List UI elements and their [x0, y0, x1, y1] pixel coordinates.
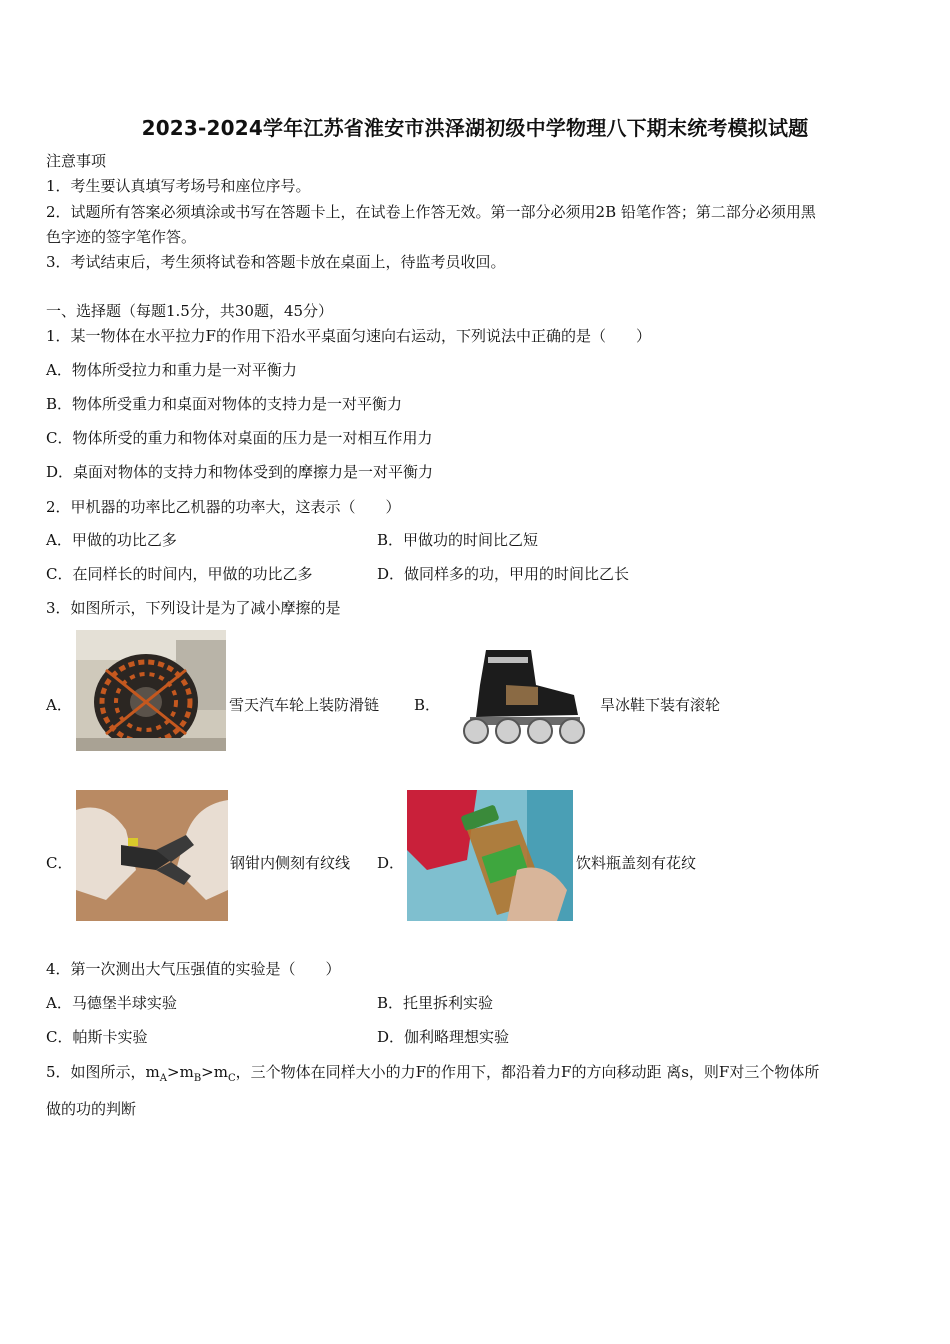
q5-gt: >m — [201, 1063, 228, 1081]
question-stem: 3．如图所示，下列设计是为了减小摩擦的是 — [46, 599, 341, 617]
q5-stem-start: 5．如图所示，m — [46, 1063, 160, 1081]
option-a-text: 雪天汽车轮上装防滑链 — [229, 696, 380, 714]
option-c: C．帕斯卡实验 — [46, 1028, 148, 1046]
option-b-letter: B． — [414, 696, 441, 714]
option-b: B．甲做功的时间比乙短 — [377, 531, 539, 549]
notice-heading: 注意事项 — [46, 152, 107, 170]
mass-subscript-b: B — [193, 1073, 202, 1084]
q5-stem-rest: ，三个物体在同样大小的力F的作用下，都沿着力F的方向移动距 离s，则F对三个物体所 — [235, 1063, 820, 1081]
option-a-letter: A． — [46, 696, 72, 714]
question-stem-continued: 做的功的判断 — [46, 1100, 137, 1118]
option-c-text: 钢钳内侧刻有纹线 — [230, 854, 351, 872]
option-a: A．甲做的功比乙多 — [46, 531, 177, 549]
notice-item: 色字迹的签字笔作答。 — [46, 228, 197, 246]
pliers-photo — [76, 790, 228, 921]
option-d: D．伽利略理想实验 — [377, 1028, 510, 1046]
option-d-text: 饮料瓶盖刻有花纹 — [576, 854, 697, 872]
notice-item: 2．试题所有答案必须填涂或书写在答题卡上，在试卷上作答无效。第一部分必须用2B 铅笔作答；第二部分必须用黑 — [46, 203, 816, 221]
snow-chain-tire-photo — [76, 630, 226, 751]
notice-item: 3．考试结束后，考生须将试卷和答题卡放在桌面上，待监考员收回。 — [46, 253, 506, 271]
option-a: A．物体所受拉力和重力是一对平衡力 — [46, 361, 297, 379]
notice-item: 1．考生要认真填写考场号和座位序号。 — [46, 177, 311, 195]
question-stem: 2．甲机器的功率比乙机器的功率大，这表示（ ） — [46, 498, 401, 516]
roller-skate-photo — [446, 645, 596, 745]
option-b: B．托里拆利实验 — [377, 994, 494, 1012]
page-title: 2023-2024学年江苏省淮安市洪泽湖初级中学物理八下期末统考模拟试题 — [141, 116, 809, 140]
option-a: A．马德堡半球实验 — [46, 994, 177, 1012]
mass-subscript-c: C — [227, 1073, 236, 1084]
section-heading: 一、选择题（每题1.5分，共30题，45分） — [46, 302, 334, 320]
option-c-letter: C． — [46, 854, 73, 872]
option-c: C．物体所受的重力和物体对桌面的压力是一对相互作用力 — [46, 429, 433, 447]
question-stem: 4．第一次测出大气压强值的实验是（ ） — [46, 960, 341, 978]
option-d: D．桌面对物体的支持力和物体受到的摩擦力是一对平衡力 — [46, 463, 434, 481]
question-stem: 1．某一物体在水平拉力F的作用下沿水平桌面匀速向右运动，下列说法中正确的是（ ） — [46, 327, 651, 345]
q5-gt: >m — [167, 1063, 194, 1081]
option-d-letter: D． — [377, 854, 405, 872]
option-b-text: 旱冰鞋下装有滚轮 — [600, 696, 721, 714]
option-c: C．在同样长的时间内，甲做的功比乙多 — [46, 565, 313, 583]
option-d: D．做同样多的功，甲用的时间比乙长 — [377, 565, 630, 583]
mass-subscript-a: A — [159, 1073, 168, 1084]
option-b: B．物体所受重力和桌面对物体的支持力是一对平衡力 — [46, 395, 403, 413]
bottle-cap-photo — [407, 790, 573, 921]
question-stem — [46, 1062, 819, 1089]
